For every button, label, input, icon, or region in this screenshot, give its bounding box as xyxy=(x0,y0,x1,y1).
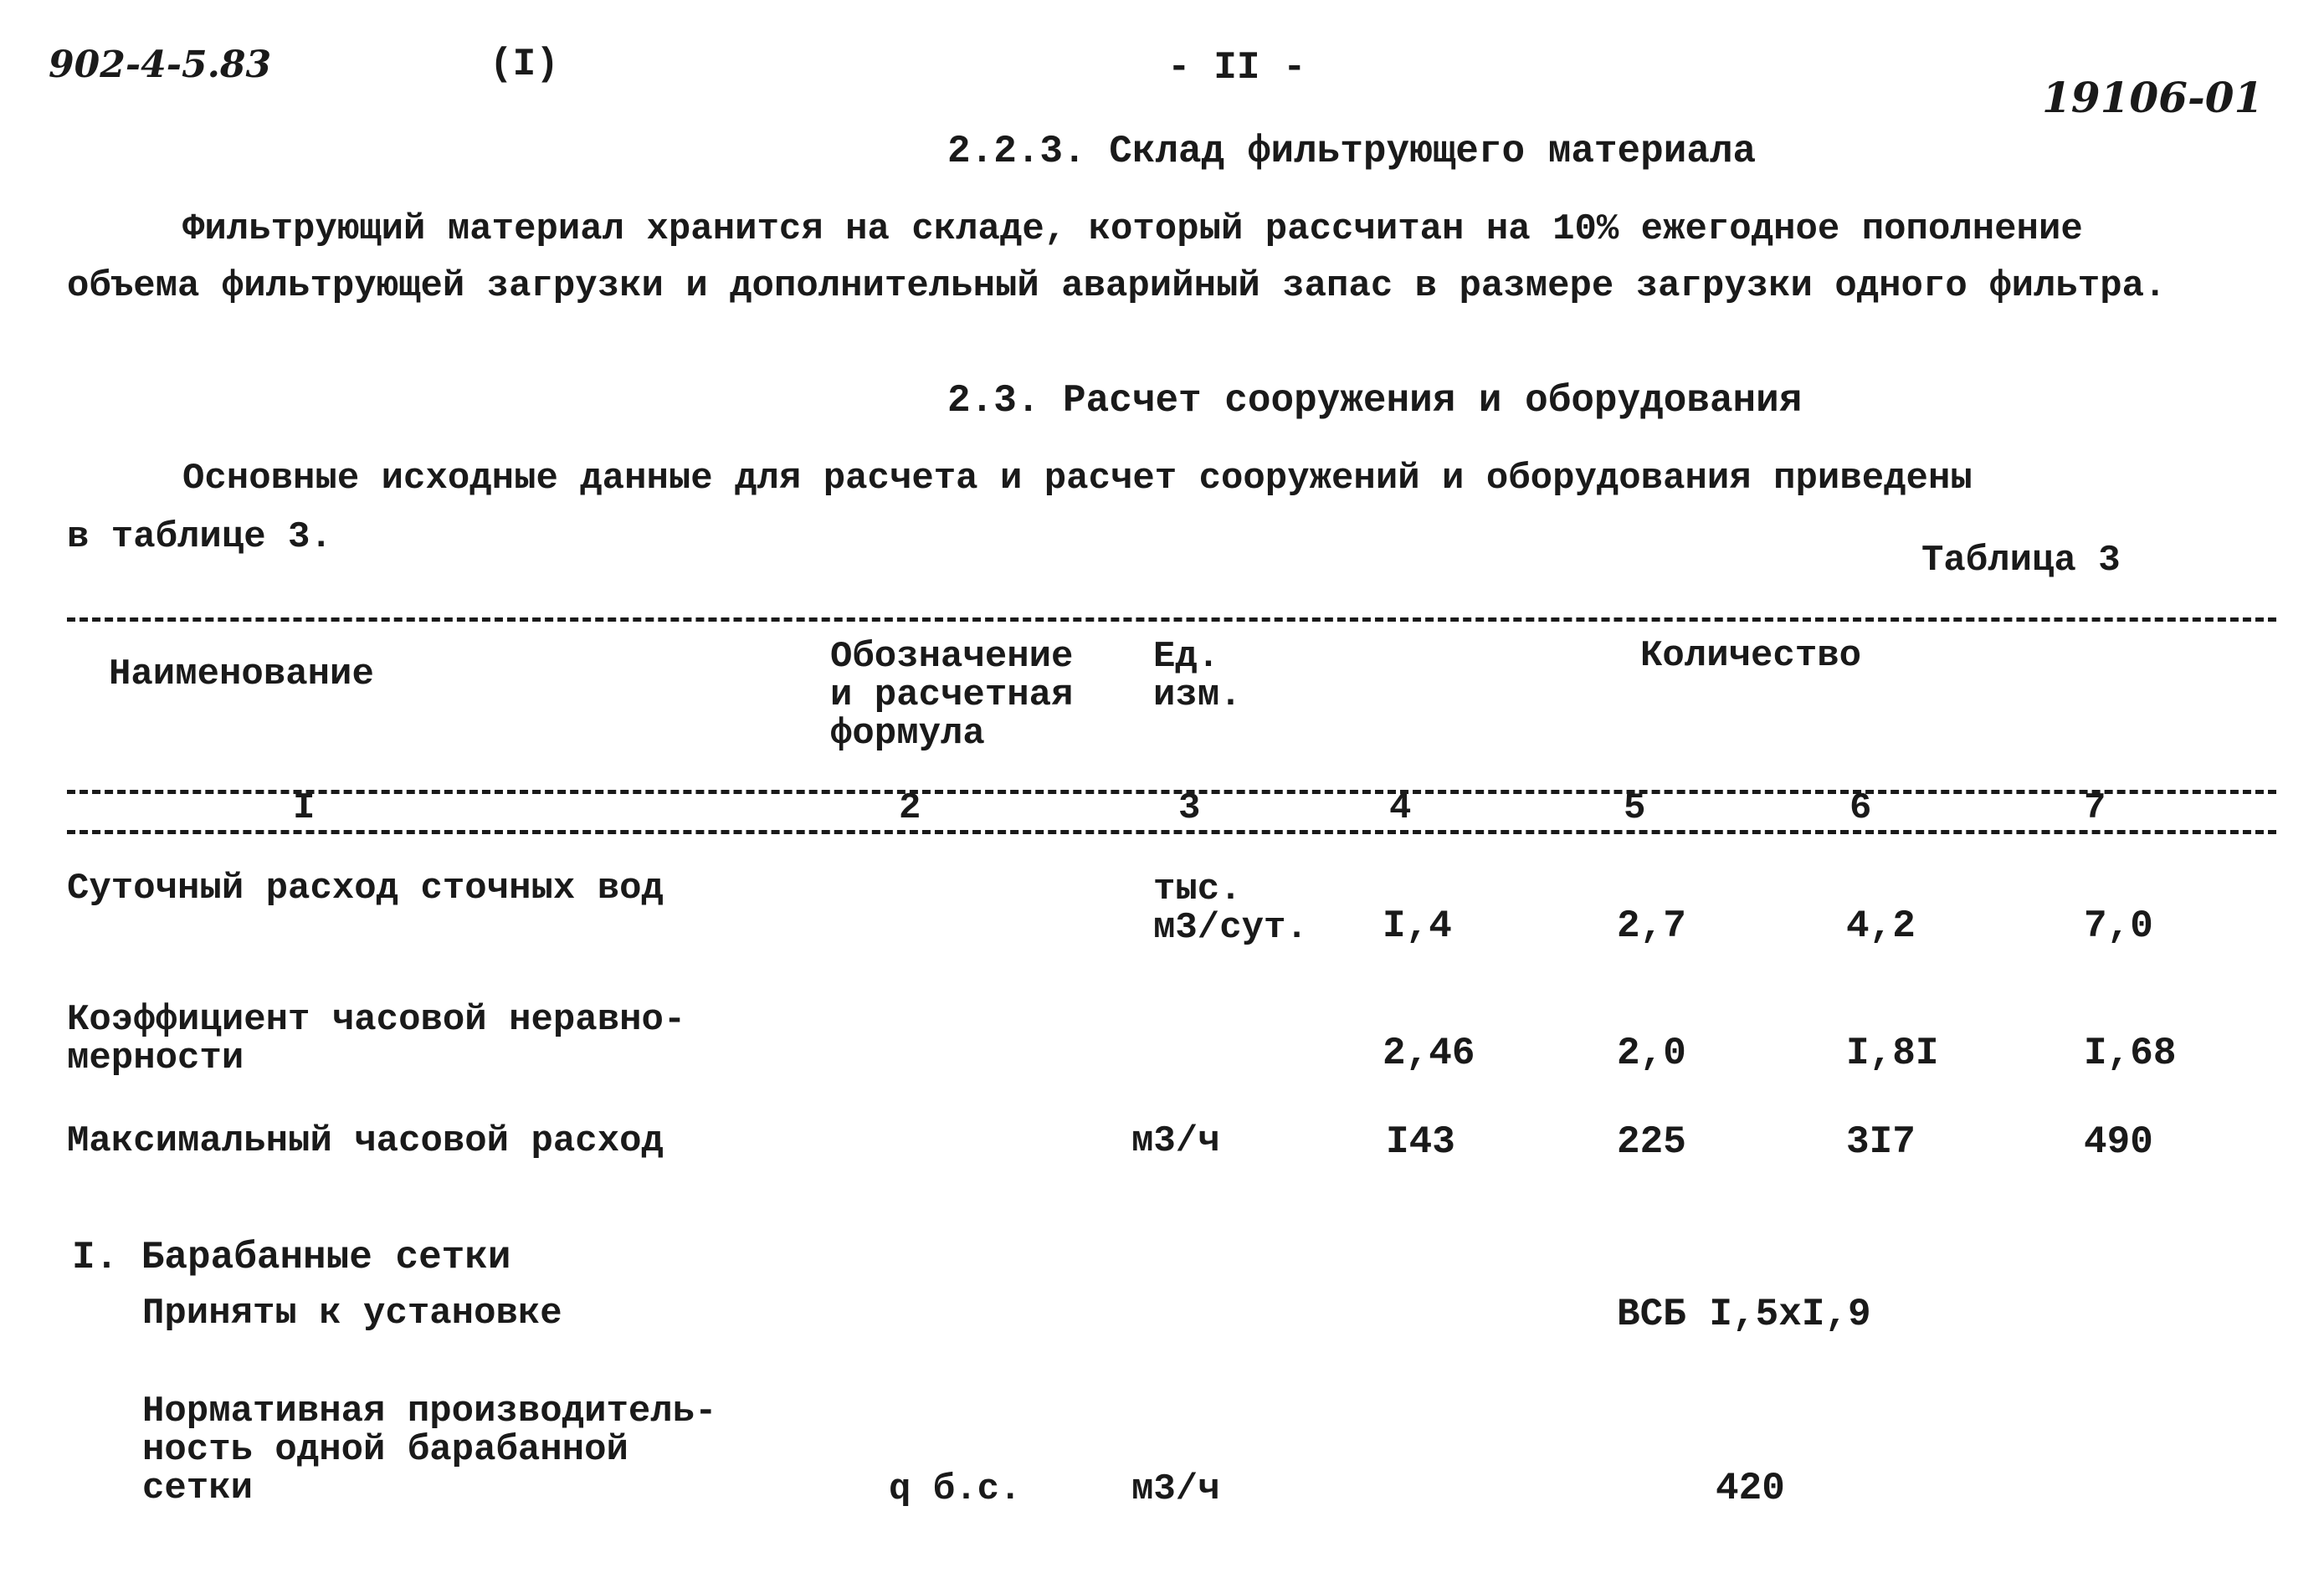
row-max-hourly-unit: м3/ч xyxy=(1131,1120,1220,1162)
accepted-label: Приняты к установке xyxy=(142,1293,562,1335)
section-23-para-line1: Основные исходные данные для расчета и расчет сооружений и оборудования приведены xyxy=(182,458,1973,499)
header-formula-l3: формула xyxy=(830,713,985,755)
col-number-4: 4 xyxy=(1389,787,1412,829)
norm-capacity-l3: сетки xyxy=(142,1468,254,1509)
row-max-hourly-v4: I43 xyxy=(1386,1120,1455,1164)
row-daily-flow-v4: I,4 xyxy=(1383,904,1452,948)
norm-capacity-l2: ность одной барабанной xyxy=(142,1429,628,1471)
header-formula-l2: и расчетная xyxy=(830,674,1074,716)
header-name: Наименование xyxy=(109,653,374,695)
row-daily-flow-unit xyxy=(1153,870,1308,947)
header-quantity: Количество xyxy=(1640,635,1862,677)
section-223-title: 2.2.3. Склад фильтрующего материала xyxy=(947,130,1757,173)
norm-capacity-symbol: q б.с. xyxy=(889,1468,1022,1510)
row-daily-flow-name: Суточный расход сточных вод xyxy=(67,868,664,909)
row-coefficient-name xyxy=(67,1001,685,1078)
table-top-rule xyxy=(67,617,2276,622)
doc-code: 902-4-5.83 xyxy=(49,44,272,86)
part-number: (I) xyxy=(490,43,559,86)
col-number-3: 3 xyxy=(1178,787,1201,829)
row-coefficient-v6: I,8I xyxy=(1846,1032,1939,1075)
norm-capacity-l1: Нормативная производитель- xyxy=(142,1391,717,1432)
row-coefficient-name-l2: мерности xyxy=(67,1037,244,1079)
section-223-para-line2: объема фильтрующей загрузки и дополнительный аварийный запас в размере загрузки одного фильтра. xyxy=(67,265,2167,307)
row-max-hourly-v7: 490 xyxy=(2084,1120,2153,1164)
registration-number: 19106-01 xyxy=(2042,73,2264,122)
row-max-hourly-v5: 225 xyxy=(1617,1120,1686,1164)
accepted-value: ВСБ I,5хI,9 xyxy=(1617,1293,1871,1336)
row-daily-flow-v7: 7,0 xyxy=(2084,904,2153,948)
row-coefficient-v4: 2,46 xyxy=(1383,1032,1475,1075)
row-daily-flow-unit-l2: м3/сут. xyxy=(1153,907,1308,949)
table-caption: Таблица 3 xyxy=(1921,540,2121,581)
col-number-5: 5 xyxy=(1624,787,1646,829)
section-223-para-line1: Фильтрующий материал хранится на складе, который рассчитан на 10% ежегодное пополнение xyxy=(182,208,2083,250)
row-coefficient-v5: 2,0 xyxy=(1617,1032,1686,1075)
section-23-title: 2.3. Расчет сооружения и оборудования xyxy=(947,379,1803,423)
row-daily-flow-v6: 4,2 xyxy=(1846,904,1916,948)
row-coefficient-v7: I,68 xyxy=(2084,1032,2177,1075)
row-daily-flow-unit-l1: тыс. xyxy=(1153,868,1242,910)
row-max-hourly-v6: 3I7 xyxy=(1846,1120,1916,1164)
header-formula-l1: Обозначение xyxy=(830,636,1074,678)
col-number-6: 6 xyxy=(1849,787,1872,829)
section-drum-screens-title: I. Барабанные сетки xyxy=(72,1236,511,1279)
col-number-7: 7 xyxy=(2084,787,2106,829)
row-max-hourly-name: Максимальный часовой расход xyxy=(67,1120,664,1162)
norm-capacity-name xyxy=(142,1392,717,1508)
header-formula xyxy=(830,638,1073,753)
section-23-para-line2: в таблице 3. xyxy=(67,516,332,558)
page-number: - II - xyxy=(1167,46,1306,90)
norm-capacity-value: 420 xyxy=(1716,1467,1785,1510)
col-numbers-bottom-rule xyxy=(67,830,2276,834)
col-numbers-top-rule xyxy=(67,790,2276,794)
col-number-2: 2 xyxy=(899,787,921,829)
row-coefficient-name-l1: Коэффициент часовой неравно- xyxy=(67,999,686,1041)
col-number-1: I xyxy=(293,787,316,829)
header-unit-l1: Ед. xyxy=(1153,636,1220,678)
header-unit-l2: изм. xyxy=(1153,674,1242,716)
header-unit xyxy=(1153,638,1242,715)
norm-capacity-unit: м3/ч xyxy=(1131,1468,1220,1510)
row-daily-flow-v5: 2,7 xyxy=(1617,904,1686,948)
